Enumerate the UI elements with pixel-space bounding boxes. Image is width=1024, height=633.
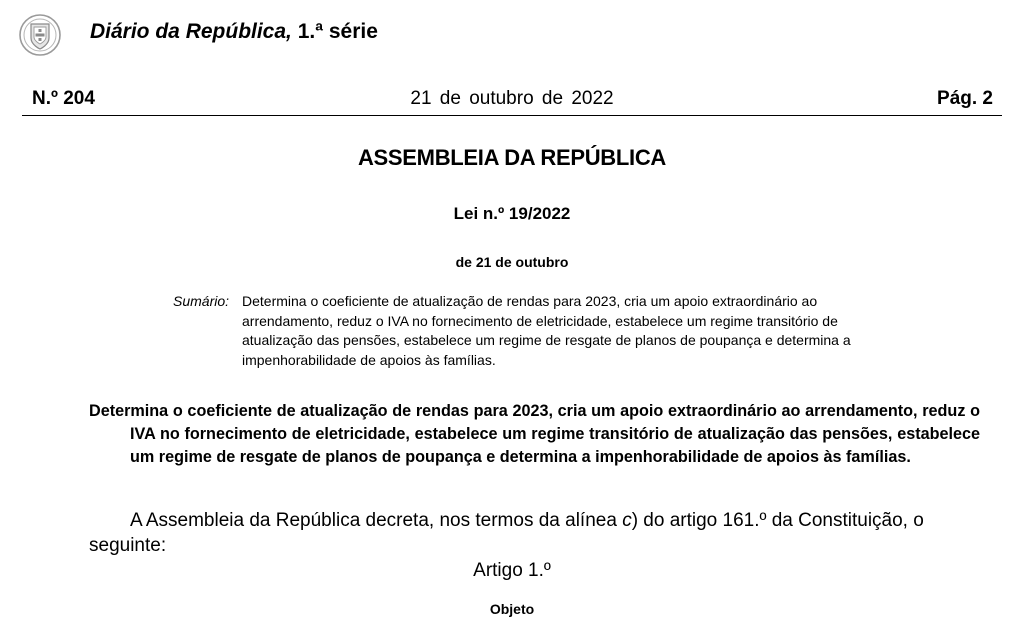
issue-date: 21 de outubro de 2022 [410,88,614,109]
coat-of-arms-icon [18,12,62,58]
issuing-entity: ASSEMBLEIA DA REPÚBLICA [357,145,667,170]
summary [173,292,853,370]
issue-number: N.º 204 [32,88,95,109]
law-title: Determina o coeficiente de atualização de rendas para 2023, cria um apoio extraordinário ao arrendamento, reduz o IVA no fornecimento de eletricidade, estabelece um regime transitório de atualização das pensões, estabelece um regime de resgate de planos de poupança e determina a impenhorabilidade de apoios às famílias. [89,402,980,466]
journal-title [90,20,378,44]
journal-series: 1.ª série [297,20,378,43]
decree-subparagraph: c [622,510,632,531]
decree-text-end: ) do artigo 161.º da Constituição, o seguinte: [89,510,924,556]
journal-name: Diário da República, [90,20,292,43]
article-heading: Objeto [489,601,535,617]
law-number: Lei n.º 19/2022 [453,204,571,223]
header-divider [22,115,1002,116]
article-title: Artigo 1.º [473,560,551,581]
law-date: de 21 de outubro [455,254,569,270]
decree-paragraph [89,508,939,558]
summary-label: Sumário: [173,293,230,309]
summary-text: Determina o coeficiente de atualização de rendas para 2023, cria um apoio extraordinário ao arrendamento, reduz o IVA no fornecimento de eletricidade, estabelece um regime transitório de atualização das pensões, estabelece um regime de resgate de planos de poupança e determina a impenhorabilidade de apoios às famílias. [242,293,851,368]
page-number: Pág. 2 [937,88,993,109]
decree-text-start: A Assembleia da República decreta, nos termos da alínea [130,510,623,531]
